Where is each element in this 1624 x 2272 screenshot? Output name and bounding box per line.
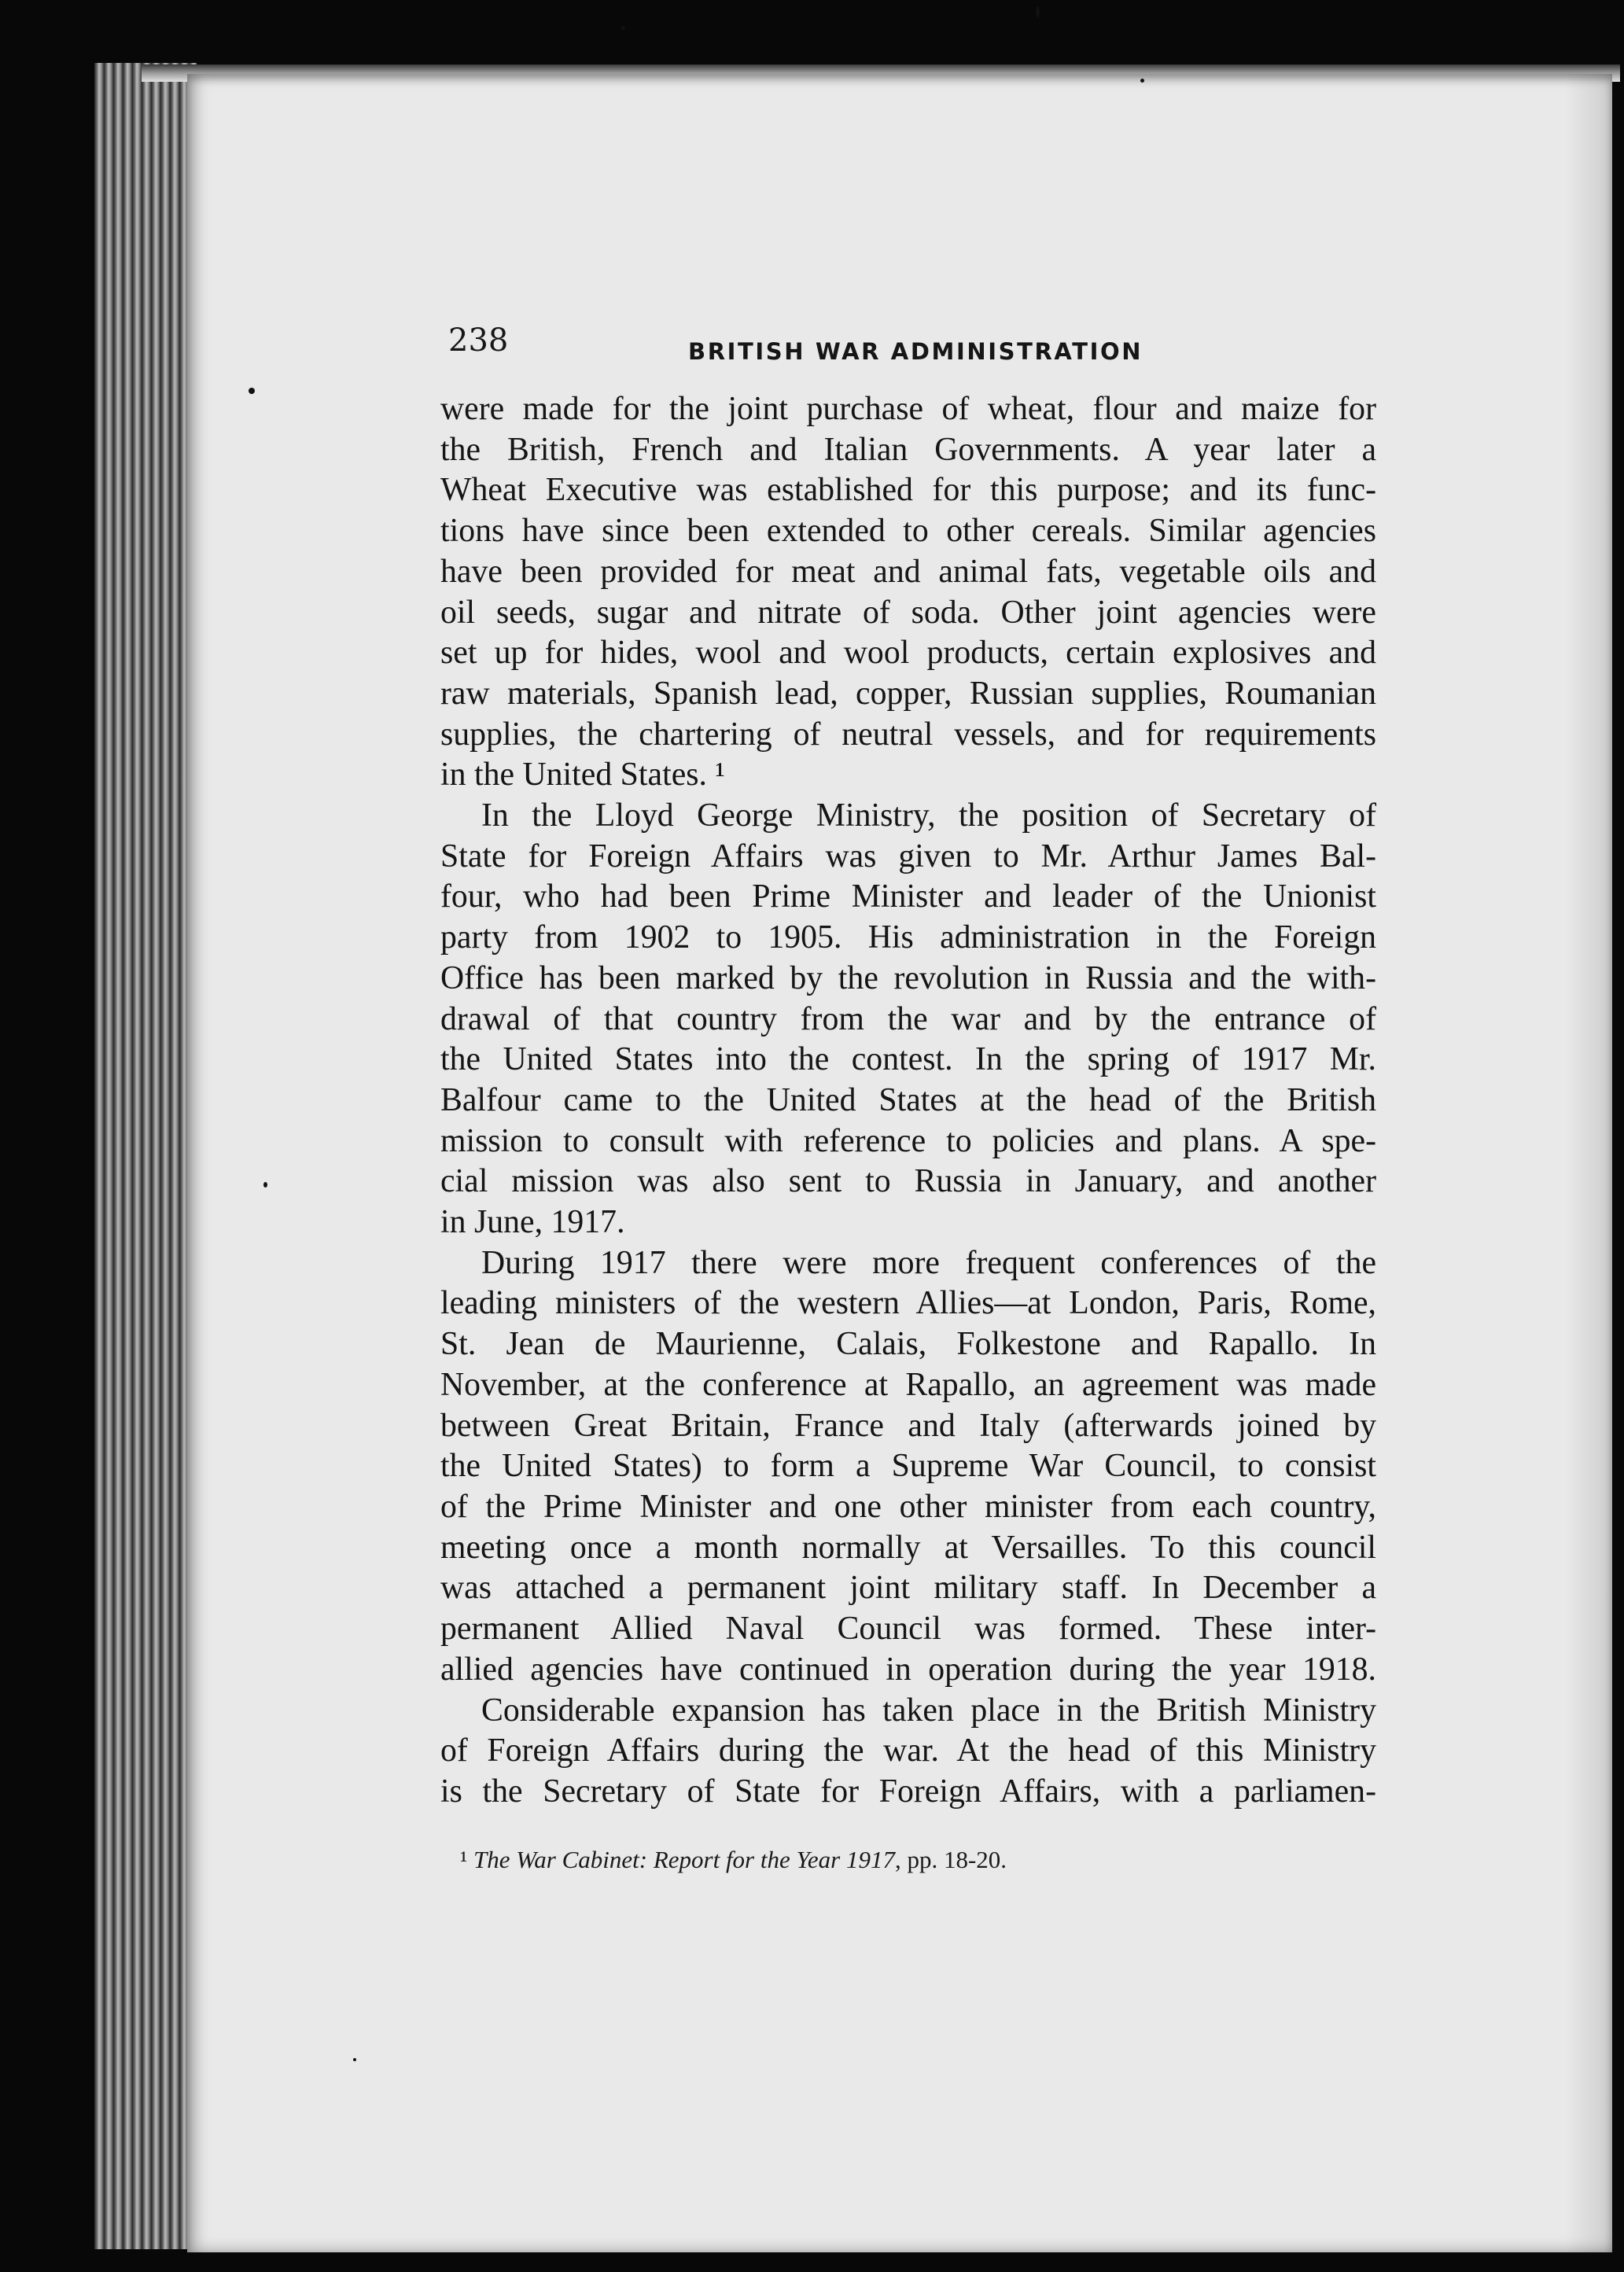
ink-speck — [621, 26, 625, 30]
footnote-title: The War Cabinet: Report for the Year 1917 — [473, 1846, 895, 1873]
book-page-edges — [94, 63, 197, 2249]
paragraph — [440, 1691, 1376, 1813]
text-line: November, at the conference at Rapallo, an agreement was made — [440, 1366, 1376, 1403]
text-line: Wheat Executive was established for this purpose; and its func- — [440, 472, 1376, 509]
text-line: permanent Allied Naval Council was formed. These inter- — [440, 1611, 1376, 1648]
footnote — [460, 1846, 1007, 1874]
running-title: BRITISH WAR ADMINISTRATION — [688, 338, 1143, 365]
text-line: Considerable expansion has taken place in the British Ministry — [481, 1692, 1376, 1729]
page-shadow — [1565, 74, 1612, 2252]
paragraph — [440, 796, 1376, 1243]
text-line: four, who had been Prime Minister and leader of the Unionist — [440, 878, 1376, 915]
paragraph — [440, 389, 1376, 796]
text-line: is the Secretary of State for Foreign Affairs, with a parliamen- — [440, 1773, 1376, 1810]
footnote-marker: ¹ — [460, 1846, 468, 1873]
text-line: set up for hides, wool and wool products, certain explosives and — [440, 635, 1376, 672]
text-line: supplies, the chartering of neutral vessels, and for requirements — [440, 716, 1376, 753]
ink-speck — [353, 2058, 356, 2061]
ink-speck — [1140, 79, 1144, 83]
text-line: raw materials, Spanish lead, copper, Russian supplies, Roumanian — [440, 675, 1376, 712]
text-line: have been provided for meat and animal fats, vegetable oils and — [440, 553, 1376, 590]
text-line: leading ministers of the western Allies—at London, Paris, Rome, — [440, 1285, 1376, 1322]
ink-speck — [263, 1182, 267, 1188]
text-line: allied agencies have continued in operation during the year 1918. — [440, 1651, 1376, 1688]
text-line: St. Jean de Maurienne, Calais, Folkestone and Rapallo. In — [440, 1326, 1376, 1363]
text-line: was attached a permanent joint military staff. In December a — [440, 1570, 1376, 1607]
text-line: the United States into the contest. In the spring of 1917 Mr. — [440, 1041, 1376, 1078]
text-line: cial mission was also sent to Russia in January, and another — [440, 1163, 1376, 1200]
paragraph — [440, 1243, 1376, 1691]
text-line: of the Prime Minister and one other minister from each country, — [440, 1488, 1376, 1525]
text-line: State for Foreign Affairs was given to Mr. Arthur James Bal- — [440, 838, 1376, 875]
footnote-pages: , pp. 18-20. — [894, 1846, 1007, 1873]
text-line: in June, 1917. — [440, 1204, 625, 1241]
text-line: oil seeds, sugar and nitrate of soda. Other joint agencies were — [440, 594, 1376, 631]
running-header — [260, 260, 1361, 365]
ink-speck — [1036, 6, 1040, 17]
text-line: in the United States. ¹ — [440, 757, 725, 794]
text-line: were made for the joint purchase of wheat, flour and maize for — [440, 391, 1376, 427]
text-line: tions have since been extended to other cereals. Similar agencies — [440, 513, 1376, 550]
text-line: In the Lloyd George Ministry, the position of Secretary of — [481, 797, 1376, 834]
text-line: meeting once a month normally at Versailles. To this council — [440, 1529, 1376, 1566]
text-line: mission to consult with reference to policies and plans. A spe- — [440, 1122, 1376, 1159]
ink-speck — [249, 388, 255, 394]
text-line: of Foreign Affairs during the war. At the head of this Ministry — [440, 1733, 1376, 1769]
text-line: Balfour came to the United States at the head of the British — [440, 1081, 1376, 1118]
text-line: Office has been marked by the revolution in Russia and the with- — [440, 959, 1376, 996]
text-line: During 1917 there were more frequent conferences of the — [481, 1244, 1376, 1281]
page-number: 238 — [448, 322, 509, 359]
text-line: drawal of that country from the war and by the entrance of — [440, 1000, 1376, 1037]
text-line: party from 1902 to 1905. His administration in the Foreign — [440, 919, 1376, 956]
text-line: between Great Britain, France and Italy (afterwards joined by — [440, 1407, 1376, 1444]
text-line: the United States) to form a Supreme War Council, to consist — [440, 1448, 1376, 1485]
body-text — [440, 389, 1376, 1813]
text-line: the British, French and Italian Governments. A year later a — [440, 431, 1376, 468]
